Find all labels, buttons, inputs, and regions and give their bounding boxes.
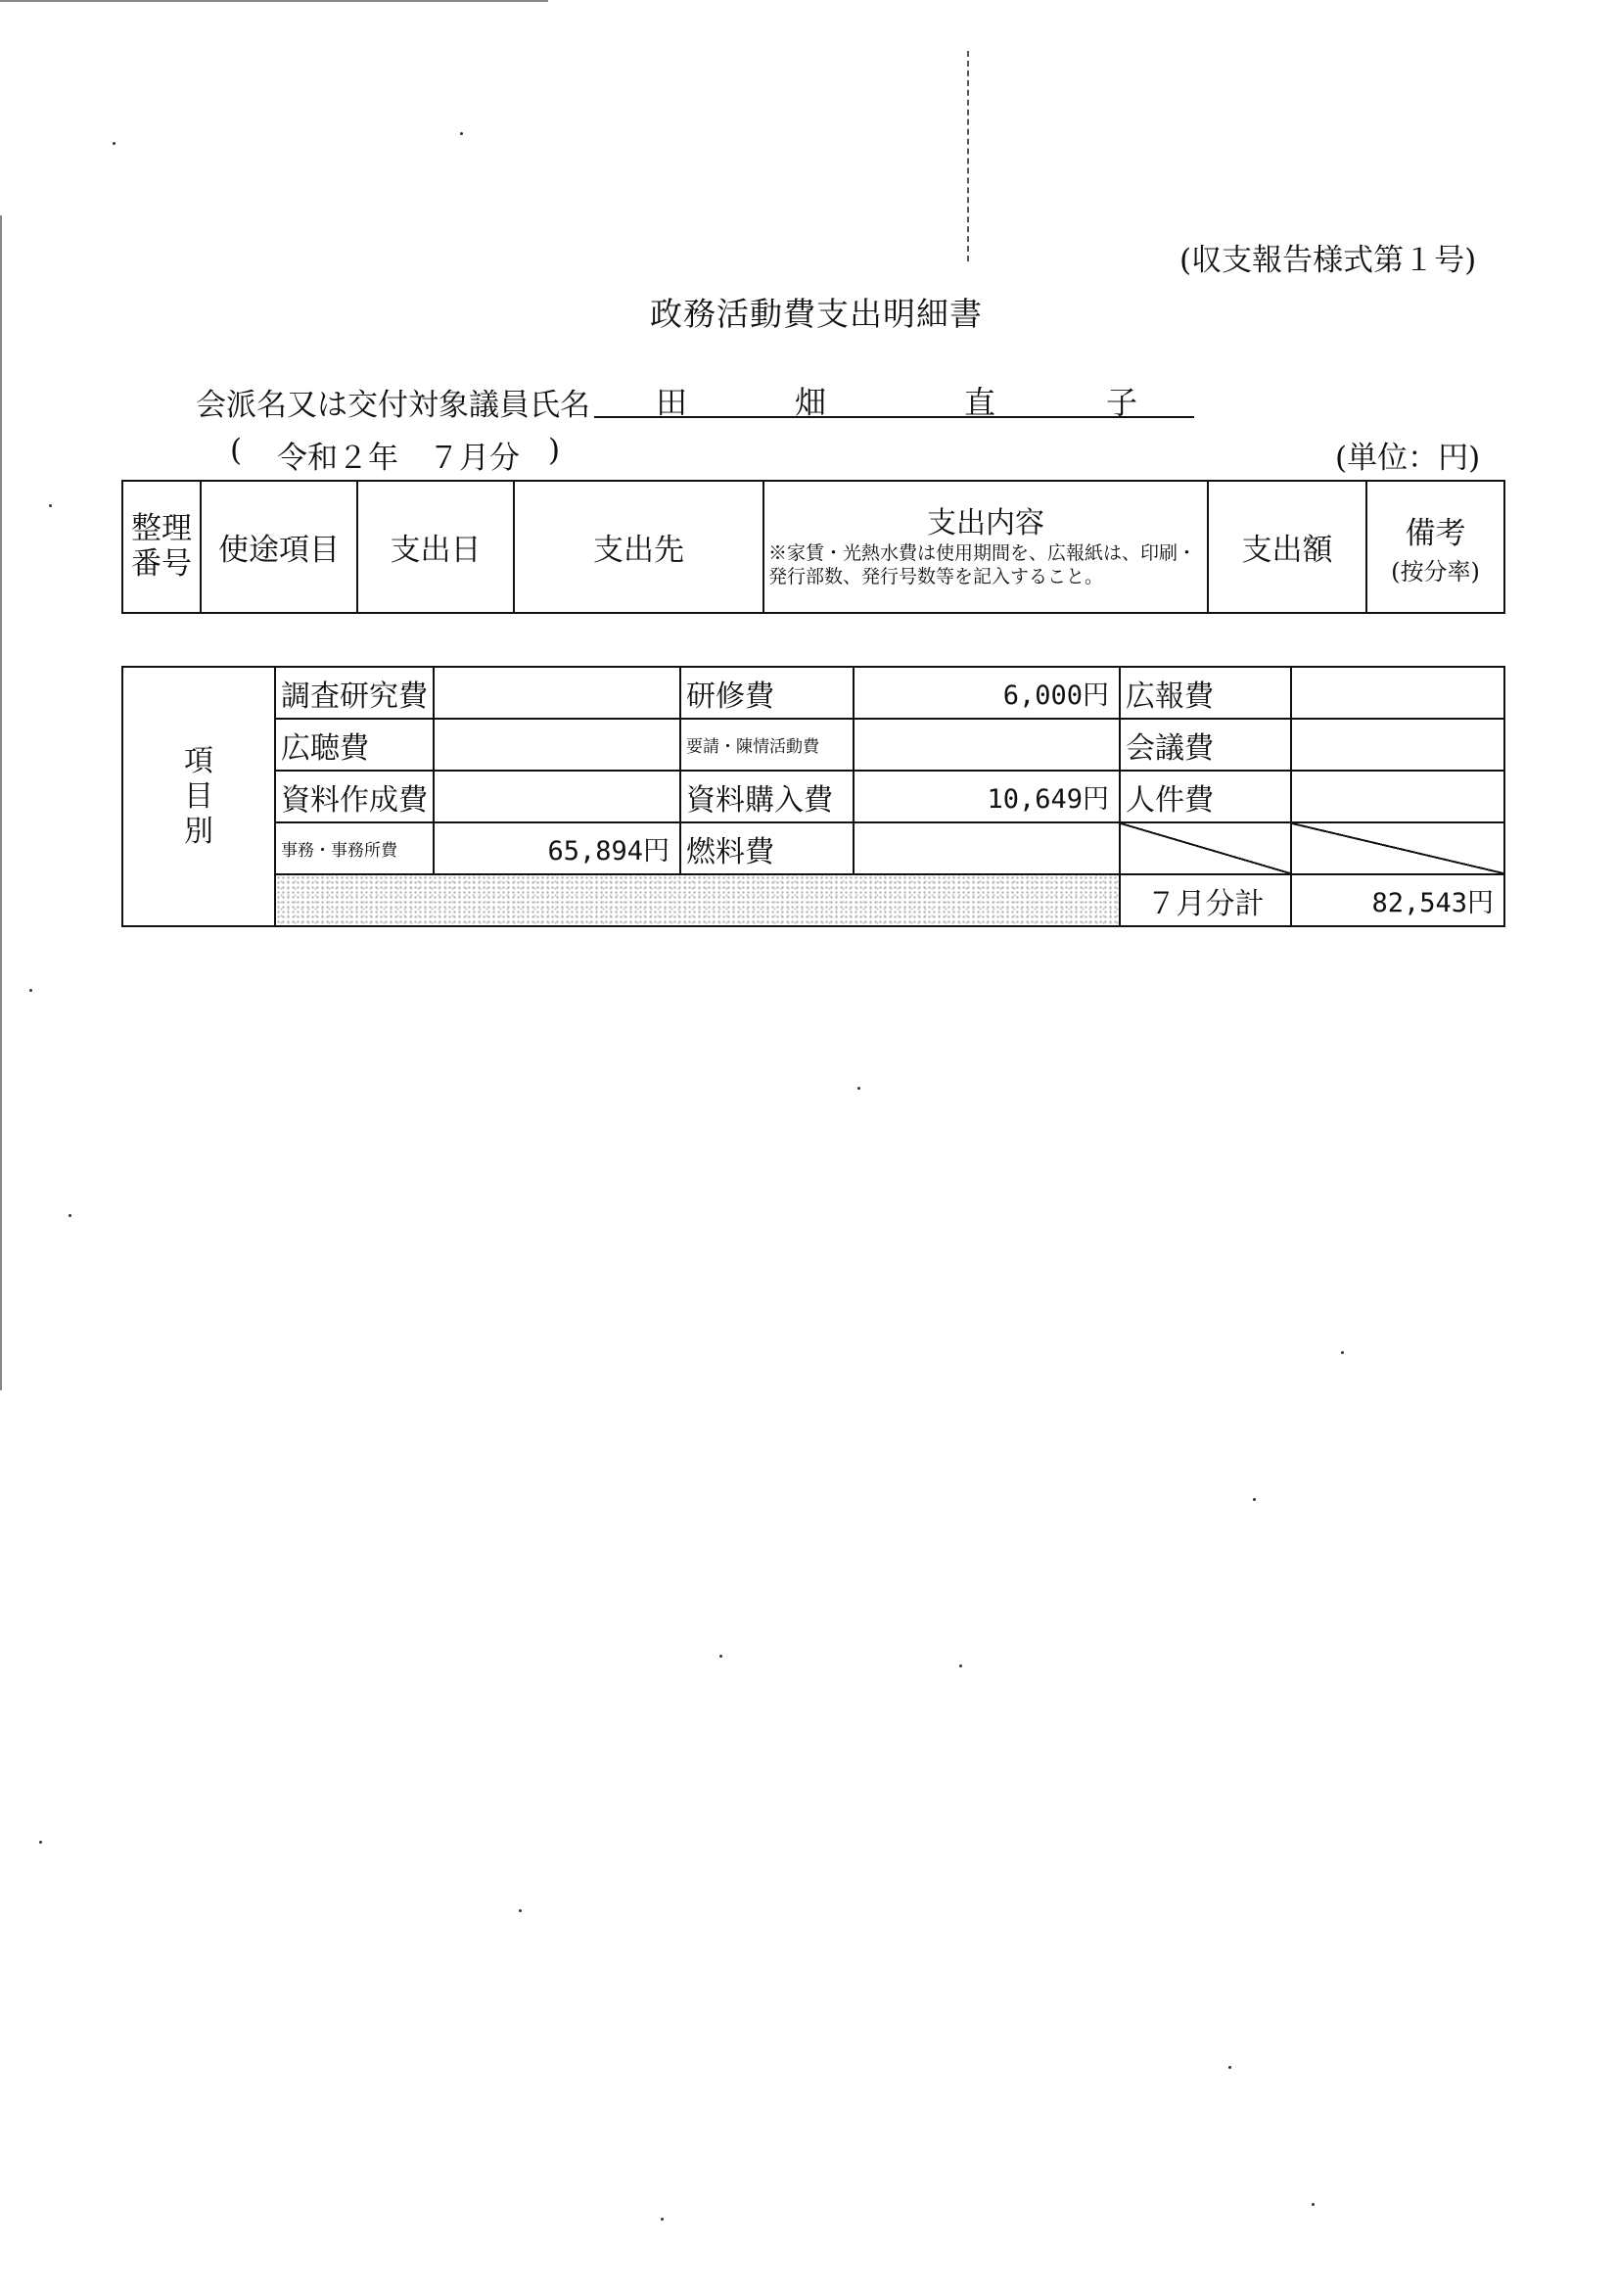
header-naiyou	[763, 481, 1208, 613]
perforation-line	[967, 51, 969, 261]
header-shishutsu-gaku: 支出額	[1208, 481, 1366, 613]
table-row	[122, 719, 1504, 771]
header-bikou-title: 備考	[1405, 515, 1466, 551]
total-label: ７月分計	[1120, 874, 1291, 926]
scan-speck	[1253, 1498, 1256, 1501]
category-side-label	[122, 667, 275, 926]
category-value	[1291, 771, 1504, 822]
header-naiyou-note: ※家賃・光熱水費は使用期間を、広報紙は、印刷・発行部数、発行号数等を記入すること。	[768, 542, 1197, 587]
header-bikou	[1366, 481, 1504, 613]
category-table	[121, 666, 1505, 927]
header-seiri-bangou	[122, 481, 201, 613]
scan-speck	[661, 2218, 664, 2221]
category-value: 6,000円	[854, 667, 1120, 719]
scan-speck	[460, 132, 463, 135]
header-shishutsu-saki: 支出先	[514, 481, 763, 613]
category-value: 10,649円	[854, 771, 1120, 822]
category-label: 燃料費	[680, 822, 854, 874]
redacted-area	[275, 874, 1120, 926]
category-label: 研修費	[680, 667, 854, 719]
scan-speck	[519, 1909, 522, 1912]
category-label: 広聴費	[275, 719, 434, 771]
category-label: 人件費	[1120, 771, 1291, 822]
category-label: 要請・陳情活動費	[680, 719, 854, 771]
category-value	[854, 822, 1120, 874]
diagonal-cell	[1120, 822, 1291, 874]
category-value	[434, 667, 680, 719]
scan-speck	[49, 504, 52, 507]
category-label: 会議費	[1120, 719, 1291, 771]
member-name-char: 子	[1106, 384, 1138, 421]
diagonal-cell	[1291, 822, 1504, 874]
category-label: 広報費	[1120, 667, 1291, 719]
category-label: 調査研究費	[275, 667, 434, 719]
document-title: 政務活動費支出明細書	[650, 295, 983, 333]
header-seiri-line1: 整理	[131, 510, 192, 546]
category-label: 事務・事務所費	[275, 822, 434, 874]
scan-speck	[29, 989, 32, 992]
member-name-char: 畑	[795, 384, 827, 421]
side-char: 別	[184, 814, 213, 849]
total-value: 82,543円	[1291, 874, 1504, 926]
scan-edge-left	[0, 215, 2, 1390]
member-name-char: 直	[964, 384, 996, 421]
category-value	[1291, 719, 1504, 771]
period-close-paren: )	[548, 433, 561, 468]
scan-speck	[69, 1214, 71, 1217]
category-label: 資料作成費	[275, 771, 434, 822]
header-naiyou-title: 支出内容	[927, 506, 1044, 541]
side-char: 項	[184, 743, 213, 778]
category-value	[434, 719, 680, 771]
table-row	[122, 822, 1504, 874]
table-row	[122, 667, 1504, 719]
header-table	[121, 480, 1505, 614]
side-char: 目	[184, 778, 213, 814]
scan-speck	[719, 1655, 722, 1658]
scan-edge-top	[0, 0, 548, 2]
category-value	[854, 719, 1120, 771]
scan-speck	[857, 1087, 860, 1090]
header-seiri-line2: 番号	[131, 545, 192, 582]
period-open-paren: (	[230, 433, 243, 468]
category-value: 65,894円	[434, 822, 680, 874]
category-value	[1291, 667, 1504, 719]
header-bikou-sub: (按分率)	[1391, 557, 1480, 586]
unit-label: (単位：円)	[1335, 441, 1481, 476]
scan-speck	[959, 1664, 962, 1667]
category-label: 資料購入費	[680, 771, 854, 822]
member-name-char: 田	[656, 384, 688, 421]
name-label: 会派名又は交付対象議員氏名	[196, 388, 590, 423]
header-shito-koumoku: 使途項目	[201, 481, 357, 613]
scan-speck	[113, 142, 116, 145]
scan-speck	[1312, 2203, 1315, 2206]
table-row	[122, 771, 1504, 822]
header-shishutsu-bi: 支出日	[357, 481, 514, 613]
scan-speck	[1341, 1351, 1344, 1354]
scan-speck	[1228, 2066, 1231, 2069]
category-value	[434, 771, 680, 822]
period-text: 令和２年 ７月分	[277, 441, 520, 476]
scan-speck	[39, 1841, 42, 1844]
form-number: (収支報告様式第１号)	[1179, 243, 1477, 278]
table-row	[122, 874, 1504, 926]
